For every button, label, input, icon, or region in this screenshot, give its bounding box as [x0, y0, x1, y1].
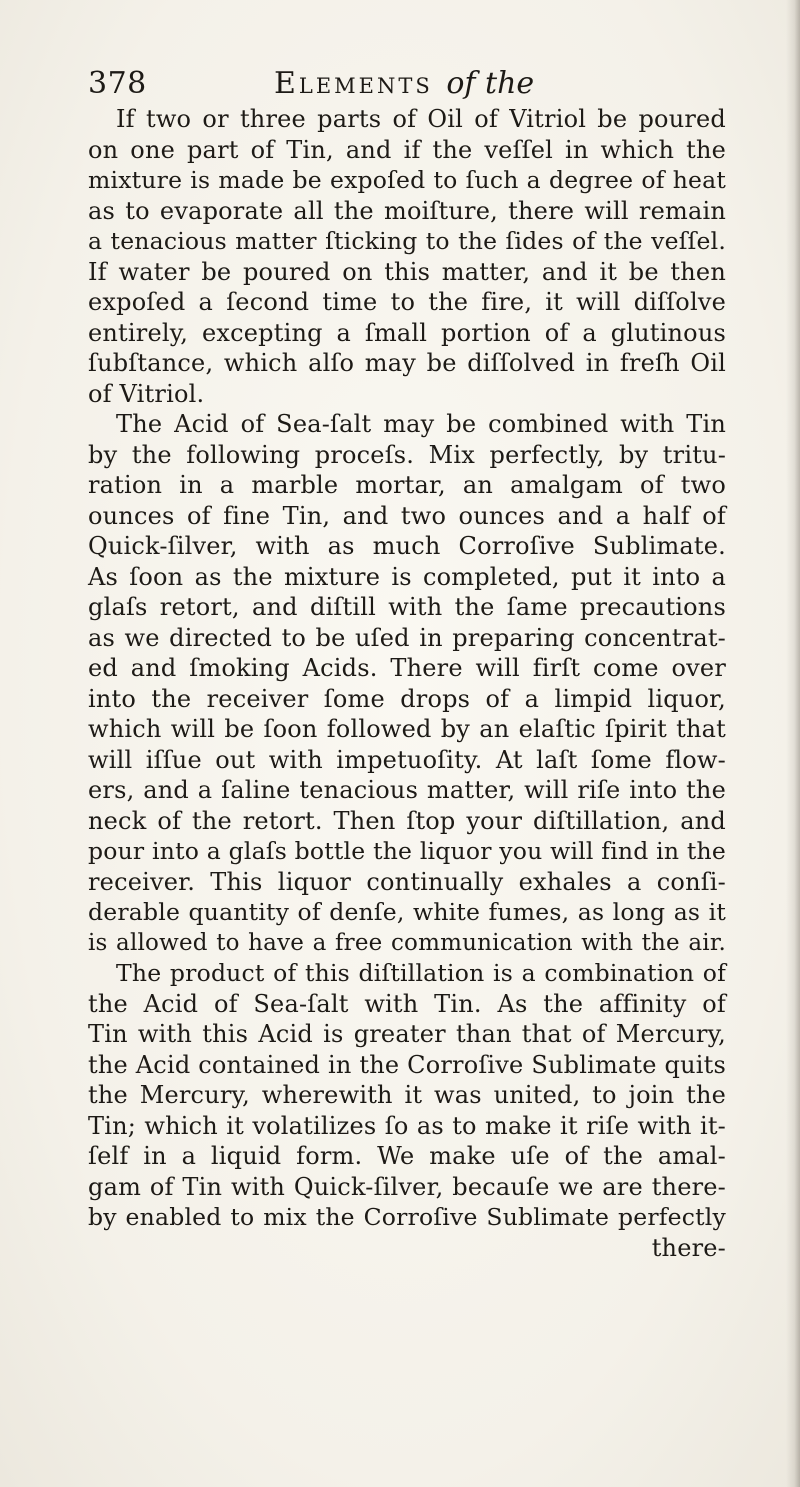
catchword: there-: [651, 1233, 726, 1262]
text-line: as to evaporate all the moiſture, there will remain: [88, 196, 726, 225]
text-line: mixture is made be expoſed to ſuch a degree of heat: [88, 166, 726, 194]
text-line: ration in a marble mortar, an amalgam of two: [88, 471, 726, 499]
text-line: Quick-ſilver, with as much Corroſive Sublimate.: [88, 532, 726, 560]
text-line: the Acid of Sea-ſalt with Tin. As the affinity of: [88, 989, 726, 1018]
text-line: derable quantity of denſe, white fumes, as long as it: [88, 898, 726, 926]
text-line: which will be ſoon followed by an elaſtic ſpirit that: [88, 715, 726, 743]
running-head-title: Elements: [274, 66, 433, 101]
text-line: gam of Tin with Quick-ſilver, becauſe we are there-: [88, 1172, 726, 1201]
text-line: will iſſue out with impetuoſity. At laſt ſome flow-: [88, 745, 726, 774]
text-line: glaſs retort, and diſtill with the ſame precautions: [88, 593, 726, 621]
text-line: the Mercury, wherewith it was united, to join the: [88, 1081, 726, 1109]
text-line: expoſed a ſecond time to the fire, it will diſſolve: [88, 288, 726, 316]
text-line: receiver. This liquor continually exhales a conſi-: [88, 867, 726, 896]
text-line: neck of the retort. Then ſtop your diſtillation, and: [88, 806, 726, 835]
text-line: The product of this diſtillation is a combination of: [116, 959, 726, 987]
running-head-italic: of the: [446, 66, 535, 101]
text-line: entirely, excepting a ſmall portion of a glutinous: [88, 318, 726, 347]
running-head: [274, 66, 534, 101]
text-line: by the following proceſs. Mix perfectly, by tritu-: [88, 440, 726, 469]
text-line: by enabled to mix the Corroſive Sublimate perfectly: [88, 1203, 726, 1231]
text-line: is allowed to have a free communication with the air.: [88, 929, 726, 956]
text-line: the Acid contained in the Corroſive Sublimate quits: [88, 1050, 726, 1079]
text-line: The Acid of Sea-ſalt may be combined with Tin: [116, 410, 726, 438]
text-line: Tin; which it volatilizes ſo as to make it riſe with it-: [88, 1111, 726, 1140]
text-line: ed and ſmoking Acids. There will firſt come over: [88, 654, 726, 682]
text-line: As ſoon as the mixture is completed, put it into a: [88, 562, 726, 591]
text-line: ſubſtance, which alſo may be diſſolved in freſh Oil: [88, 349, 726, 377]
text-line: If two or three parts of Oil of Vitriol be poured: [116, 105, 726, 133]
text-line: of Vitriol.: [88, 379, 205, 408]
body-text: [88, 104, 726, 1263]
text-line: pour into a glaſs bottle the liquor you will find in the: [88, 837, 726, 865]
text-line: on one part of Tin, and if the veſſel in which the: [88, 135, 726, 164]
text-line: into the receiver ſome drops of a limpid liquor,: [88, 684, 726, 713]
text-line: a tenacious matter ſticking to the ſides of the veſſel.: [88, 227, 726, 255]
text-line: ers, and a ſaline tenacious matter, will riſe into the: [88, 776, 726, 804]
text-line: ſelf in a liquid form. We make uſe of the amal-: [88, 1142, 726, 1170]
text-line: as we directed to be uſed in preparing concentrat-: [88, 623, 726, 652]
text-line: Tin with this Acid is greater than that of Mercury,: [88, 1020, 726, 1048]
text-line: ounces of fine Tin, and two ounces and a half of: [88, 501, 726, 530]
text-line: If water be poured on this matter, and it be then: [88, 257, 726, 286]
page-edge-shadow: [786, 0, 800, 1487]
page-number: 378: [88, 66, 147, 101]
